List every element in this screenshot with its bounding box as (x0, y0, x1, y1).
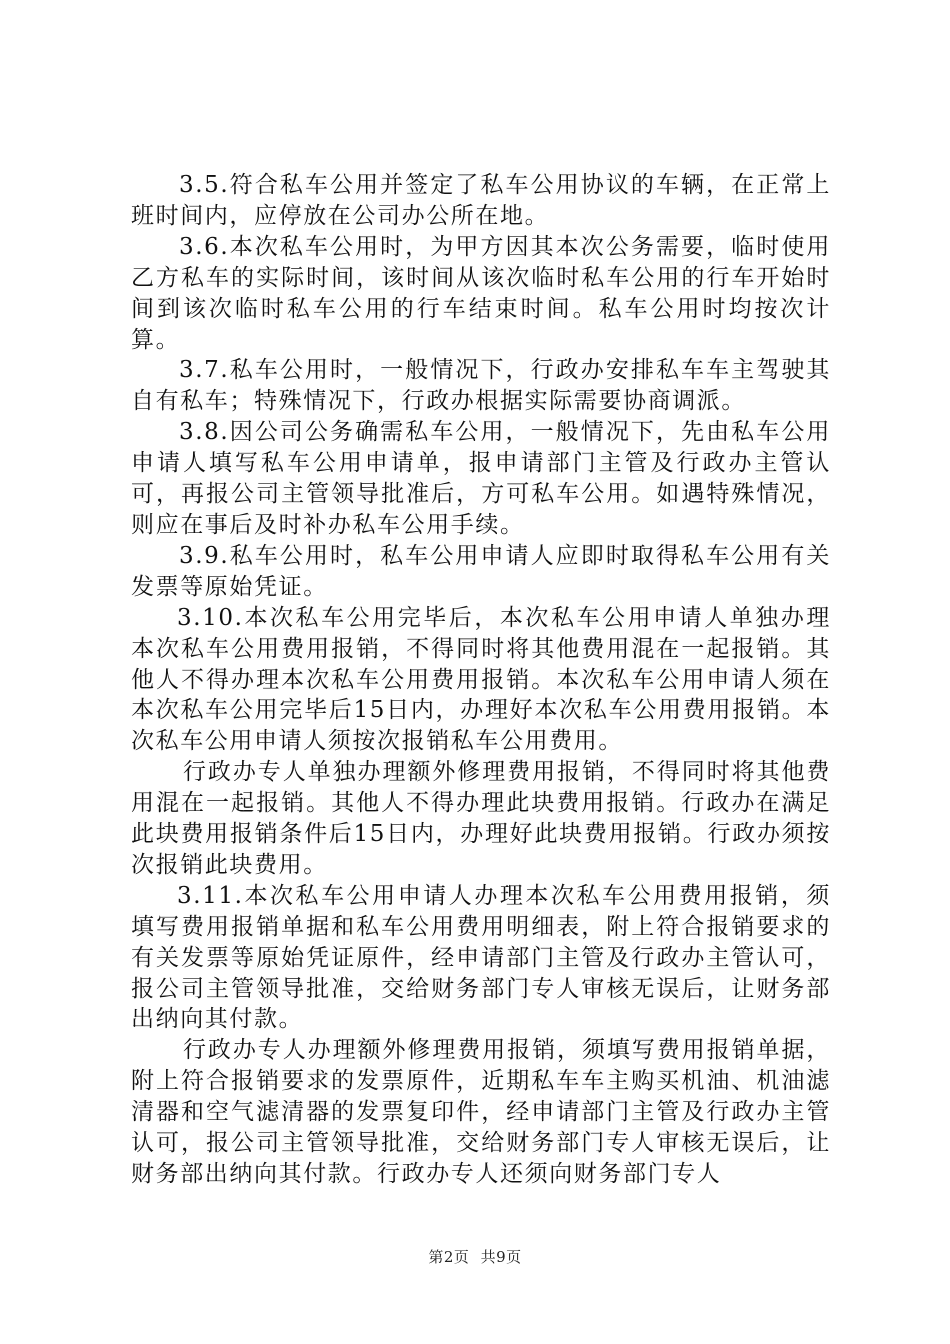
page-total: 共9页 (480, 1248, 522, 1266)
page-number: 第2页 (428, 1248, 470, 1266)
paragraph-3-5: 3.5.符合私车公用并签定了私车公用协议的车辆，在正常上班时间内，应停放在公司办公所在地。 (131, 172, 831, 229)
paragraph-3-10: 3.10.本次私车公用完毕后，本次私车公用申请人单独办理本次私车公用费用报销，不得同时将其他费用混在一起报销。其他人不得办理本次私车公用费用报销。本次私车公用申请人须在本次私车公用完毕后15日内，办理好本次私车公用费用报销。本次私车公用申请人须按次报销私车公用费用。 (131, 604, 831, 755)
paragraph-3-10-admin: 行政办专人单独办理额外修理费用报销，不得同时将其他费用混在一起报销。其他人不得办理此块费用报销。行政办在满足此块费用报销条件后15日内，办理好此块费用报销。行政办须按次报销此块费用。 (131, 759, 831, 878)
paragraph-3-9: 3.9.私车公用时，私车公用申请人应即时取得私车公用有关发票等原始凭证。 (131, 542, 831, 600)
paragraph-3-11-admin: 行政办专人办理额外修理费用报销，须填写费用报销单据，附上符合报销要求的发票原件，近期私车车主购买机油、机油滤清器和空气滤清器的发票复印件，经申请部门主管及行政办主管认可，报公司主管领导批准，交给财务部门专人审核无误后，让财务部出纳向其付款。行政办专人还须向财务部门专人 (131, 1037, 831, 1187)
document-body (131, 170, 831, 1190)
paragraph-3-11: 3.11.本次私车公用申请人办理本次私车公用费用报销，须填写费用报销单据和私车公用费用明细表，附上符合报销要求的有关发票等原始凭证原件，经申请部门主管及行政办主管认可，报公司主管领导批准，交给财务部门专人审核无误后，让财务部出纳向其付款。 (131, 882, 831, 1033)
paragraph-3-8: 3.8.因公司公务确需私车公用，一般情况下，先由私车公用申请人填写私车公用申请单，报申请部门主管及行政办主管认可，再报公司主管领导批准后，方可私车公用。如遇特殊情况，则应在事后及时补办私车公用手续。 (131, 419, 831, 538)
paragraph-3-7: 3.7.私车公用时，一般情况下，行政办安排私车车主驾驶其自有私车；特殊情况下，行政办根据实际需要协商调派。 (131, 357, 831, 415)
page-footer (0, 1246, 950, 1267)
paragraph-3-6: 3.6.本次私车公用时，为甲方因其本次公务需要，临时使用乙方私车的实际时间，该时间从该次临时私车公用的行车开始时间到该次临时私车公用的行车结束时间。私车公用时均按次计算。 (131, 233, 831, 353)
